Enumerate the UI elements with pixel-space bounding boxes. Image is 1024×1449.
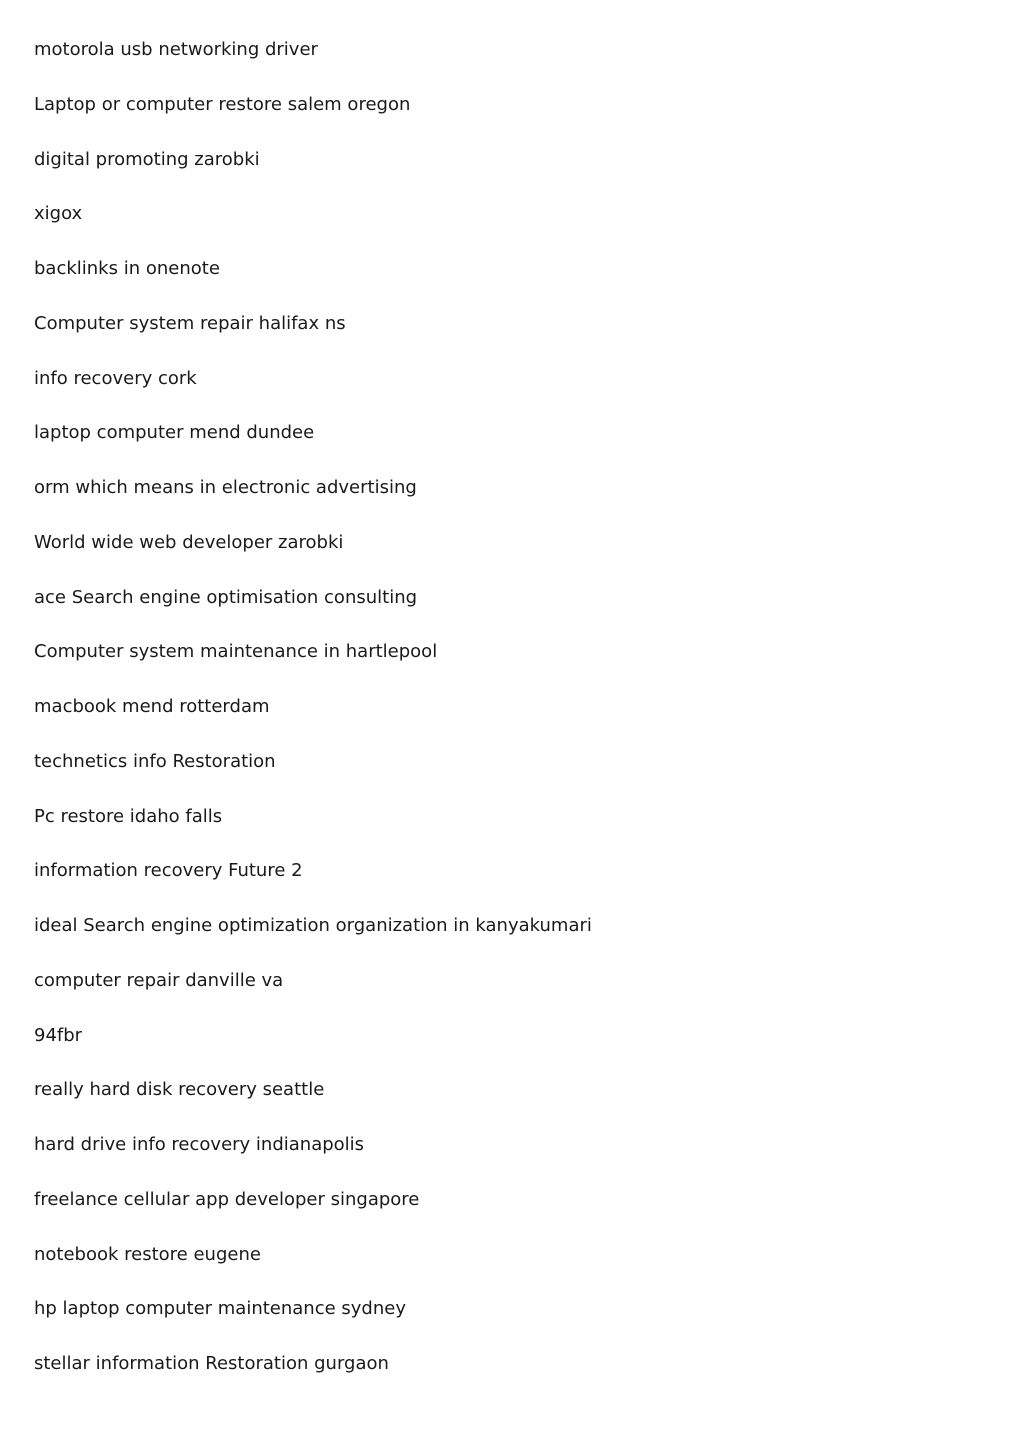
list-item-link[interactable]: notebook restore eugene [34, 1243, 261, 1265]
list-item-link[interactable]: Computer system repair halifax ns [34, 312, 346, 334]
list-item [34, 1242, 592, 1297]
list-item-link[interactable]: orm which means in electronic advertising [34, 477, 417, 498]
list-item-link[interactable]: hp laptop computer maintenance sydney [34, 1298, 406, 1320]
list-item-link[interactable]: macbook mend rotterdam [34, 696, 270, 717]
list-item [34, 1023, 592, 1078]
list-item-link[interactable]: hard drive info recovery indianapolis [34, 1134, 365, 1155]
list-item [34, 92, 592, 147]
list-item [34, 1077, 592, 1132]
list-item-link[interactable]: information recovery Future 2 [34, 860, 303, 882]
list-item [34, 530, 592, 585]
list-item-link[interactable]: ace Search engine optimisation consulting [34, 586, 418, 608]
list-item-link[interactable]: World wide web developer zarobki [34, 531, 344, 553]
list-item-link[interactable]: Pc restore idaho falls [34, 805, 223, 827]
list-item [34, 256, 592, 311]
list-item-link[interactable]: laptop computer mend dundee [34, 422, 315, 444]
list-item-link[interactable]: info recovery cork [34, 367, 197, 389]
list-item [34, 585, 592, 640]
list-item-link[interactable]: freelance cellular app developer singapore [34, 1188, 420, 1210]
list-item [34, 968, 592, 1023]
list-item-link[interactable]: stellar information Restoration gurgaon [34, 1353, 389, 1374]
list-item-link[interactable]: 94fbr [34, 1024, 83, 1046]
list-item [34, 1132, 592, 1187]
list-item [34, 858, 592, 913]
list-item [34, 37, 592, 92]
list-item [34, 804, 592, 859]
list-item-link[interactable]: technetics info Restoration [34, 750, 276, 772]
list-item [34, 639, 592, 694]
list-item [34, 420, 592, 475]
list-item-link[interactable]: really hard disk recovery seattle [34, 1079, 325, 1101]
list-item [34, 1296, 592, 1351]
list-item [34, 694, 592, 749]
list-item-link[interactable]: xigox [34, 203, 83, 225]
list-item [34, 201, 592, 256]
list-item-link[interactable]: motorola usb networking driver [34, 39, 318, 60]
list-item [34, 913, 592, 968]
list-item [34, 1187, 592, 1242]
list-item [34, 749, 592, 804]
list-item [34, 147, 592, 202]
list-item-link[interactable]: computer repair danville va [34, 969, 284, 991]
list-item-link[interactable]: ideal Search engine optimization organization in kanyakumari [34, 915, 592, 936]
list-item [34, 1351, 592, 1406]
list-item [34, 475, 592, 530]
list-item-link[interactable]: backlinks in onenote [34, 258, 220, 279]
list-item-link[interactable]: Laptop or computer restore salem oregon [34, 93, 411, 115]
list-item-link[interactable]: Computer system maintenance in hartlepool [34, 641, 438, 663]
list-item-link[interactable]: digital promoting zarobki [34, 148, 260, 170]
list-item [34, 311, 592, 366]
link-list [34, 37, 592, 1406]
list-item [34, 366, 592, 421]
